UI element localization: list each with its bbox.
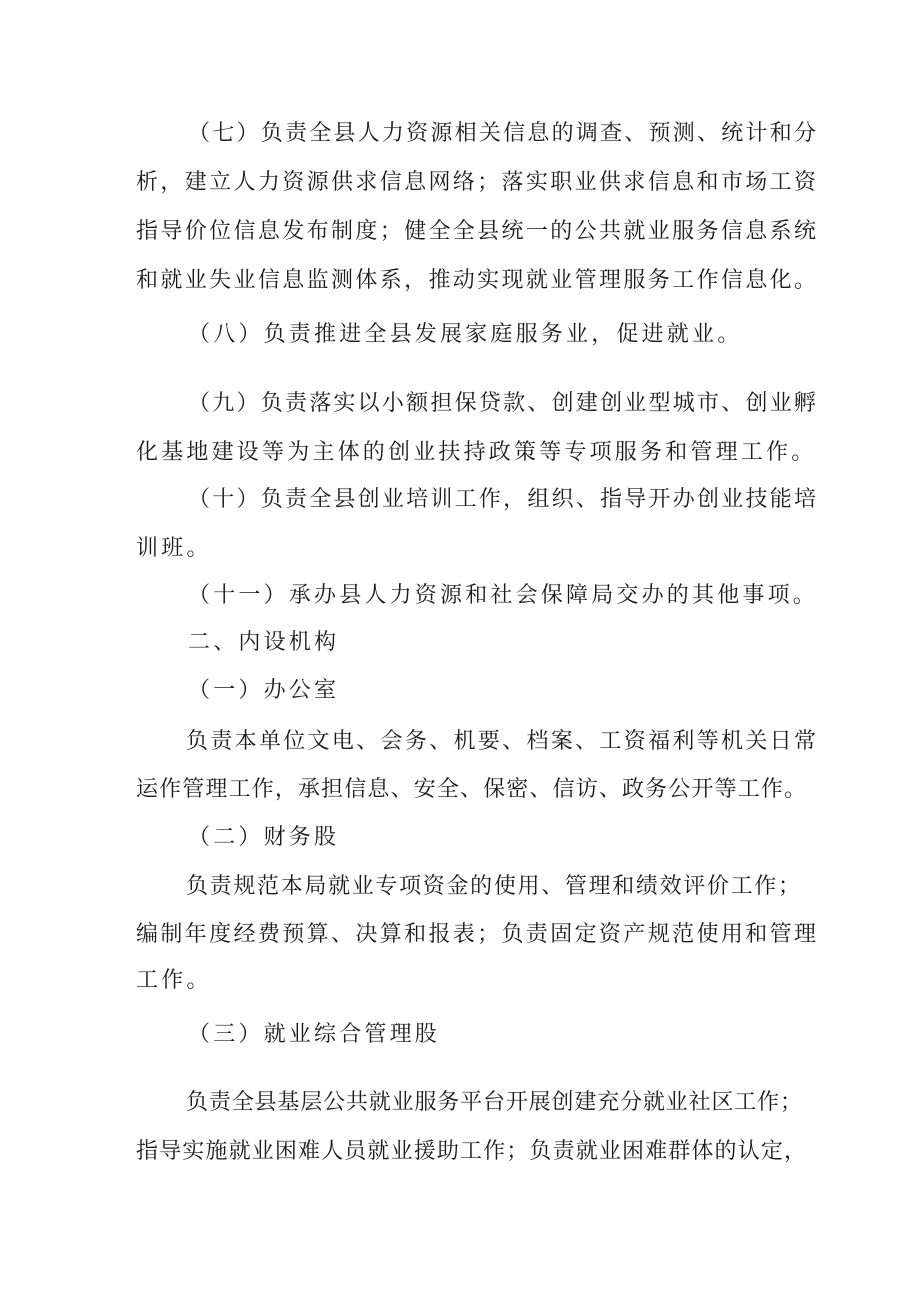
paragraph-line: 负责全县基层公共就业服务平台开展创建充分就业社区工作； (186, 1090, 802, 1115)
subsection-heading: （三）就业综合管理股 (188, 1022, 441, 1047)
section-heading: 二、内设机构 (188, 630, 340, 655)
paragraph-line: 编制年度经费预算、决算和报表；负责固定资产规范使用和管理 (136, 922, 816, 947)
paragraph-line: 负责本单位文电、会务、机要、档案、工资福利等机关日常 (186, 729, 816, 754)
subsection-heading: （二）财务股 (188, 825, 340, 850)
paragraph-line: 负责规范本局就业专项资金的使用、管理和绩效评价工作； (186, 874, 800, 899)
paragraph-line: （十）负责全县创业培训工作，组织、指导开办创业技能培 (188, 487, 816, 512)
paragraph-line: 指导实施就业困难人员就业援助工作；负责就业困难群体的认定， (136, 1139, 806, 1164)
paragraph-line: 工作。 (136, 968, 212, 993)
paragraph-line: （八）负责推进全县发展家庭服务业，促进就业。 (188, 322, 743, 347)
paragraph-line: 运作管理工作，承担信息、安全、保密、信访、政务公开等工作。 (136, 777, 806, 802)
paragraph-line: 化基地建设等为主体的创业扶持政策等专项服务和管理工作。 (136, 440, 817, 465)
paragraph-line: 指导价位信息发布制度；健全全县统一的公共就业服务信息系统 (136, 219, 816, 244)
paragraph-line: 析，建立人力资源供求信息网络；落实职业供求信息和市场工资 (136, 170, 816, 195)
paragraph-line: 训班。 (136, 536, 212, 561)
paragraph-line: （九）负责落实以小额担保贷款、创建创业型城市、创业孵 (188, 391, 816, 416)
paragraph-line: （十一）承办县人力资源和社会保障局交办的其他事项。 (188, 583, 819, 608)
paragraph-line: （七）负责全县人力资源相关信息的调查、预测、统计和分 (188, 121, 816, 146)
subsection-heading: （一）办公室 (188, 678, 340, 703)
paragraph-line: 和就业失业信息监测体系，推动实现就业管理服务工作信息化。 (136, 268, 816, 293)
